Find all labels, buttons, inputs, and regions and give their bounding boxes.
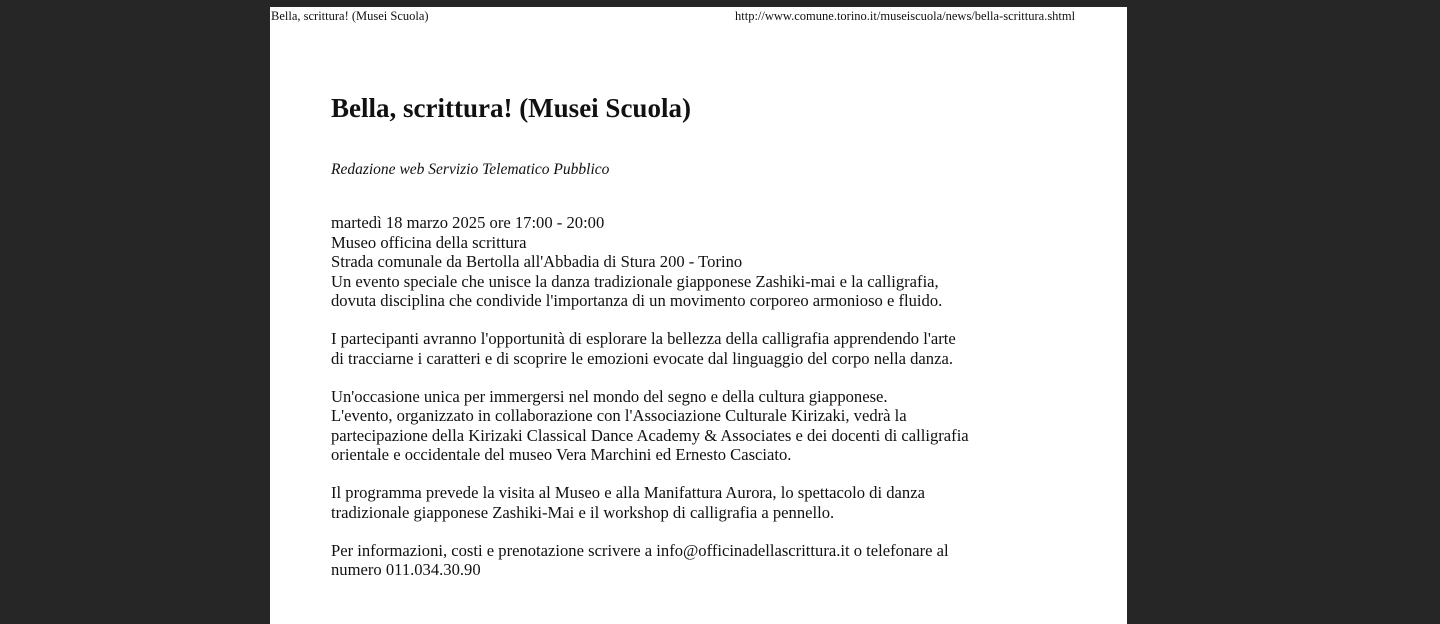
paragraph-line: Un evento speciale che unisce la danza tradizionale giapponese Zashiki-mai e la calligrafia, (331, 271, 939, 291)
article-title: Bella, scrittura! (Musei Scuola) (331, 93, 691, 123)
paragraph-line: partecipazione della Kirizaki Classical Dance Academy & Associates e dei docenti di calligrafia (331, 425, 969, 445)
paragraph-line: tradizionale giapponese Zashiki-Mai e il workshop di calligrafia a pennello. (331, 502, 835, 522)
article-body (331, 213, 969, 598)
paragraph-line: L'evento, organizzato in collaborazione con l'Associazione Culturale Kirizaki, vedrà la (331, 406, 907, 425)
article-paragraph (331, 541, 969, 580)
paragraph-line: Un'occasione unica per immergersi nel mondo del segno e della cultura giapponese. (331, 386, 888, 406)
paragraph-line: orientale e occidentale del museo Vera Marchini ed Ernesto Casciato. (331, 445, 792, 464)
paragraph-line: di tracciarne i caratteri e di scoprire le emozioni evocate dal linguaggio del corpo nella danza. (331, 348, 953, 368)
printed-page (270, 7, 1127, 624)
paragraph-line: dovuta disciplina che condivide l'importanza di un movimento corporeo armonioso e fluido. (331, 291, 943, 310)
article-paragraph (331, 483, 969, 522)
print-header-title: Bella, scrittura! (Musei Scuola) (271, 9, 429, 23)
print-header-url: http://www.comune.torino.it/museiscuola/news/bella-scrittura.shtml (735, 9, 1076, 23)
article-paragraph (331, 387, 969, 465)
article-byline: Redazione web Servizio Telematico Pubblico (331, 161, 610, 178)
paragraph-line: Museo officina della scrittura (331, 232, 527, 252)
paragraph-line: numero 011.034.30.90 (331, 560, 481, 579)
paragraph-line: Per informazioni, costi e prenotazione scrivere a info@officinadellascrittura.it o telefonare al (331, 540, 949, 560)
article-paragraph (331, 213, 969, 311)
paragraph-line: martedì 18 marzo 2025 ore 17:00 - 20:00 (331, 213, 605, 232)
paragraph-line: Strada comunale da Bertolla all'Abbadia di Stura 200 - Torino (331, 252, 743, 271)
article-paragraph (331, 329, 969, 368)
paragraph-line: Il programma prevede la visita al Museo e alla Manifattura Aurora, lo spettacolo di danza (331, 483, 925, 502)
paragraph-line: I partecipanti avranno l'opportunità di esplorare la bellezza della calligrafia apprendendo l'arte (331, 329, 956, 348)
